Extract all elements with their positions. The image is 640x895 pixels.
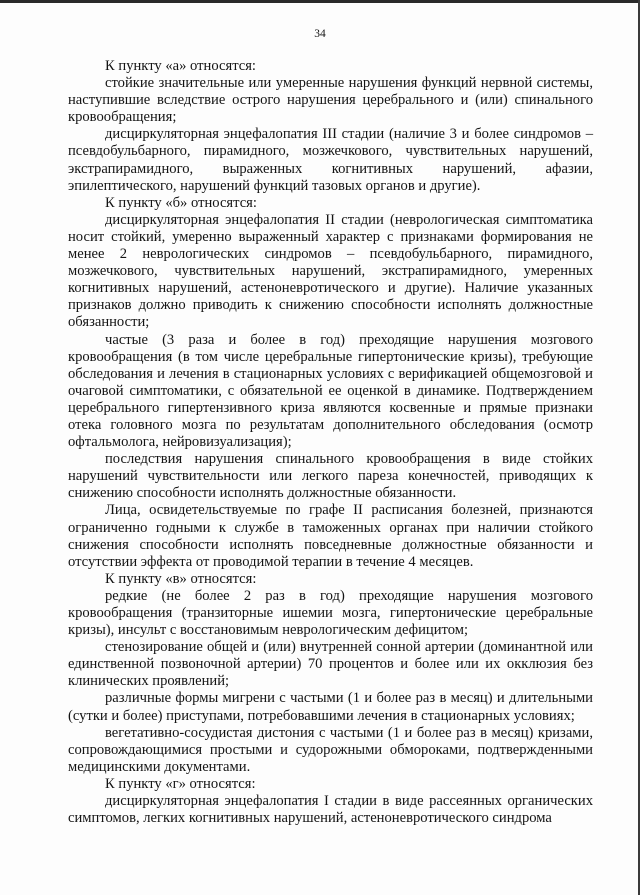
paragraph: частые (3 раза и более в год) преходящие нарушения мозгового кровообращения (в том числе церебральные гипертонические кризы), требующие обследования и лечения в стационарных условиях с верификацией общемозговой и очаговой симптоматики, с обязательной ее оценкой в динамике. Подтверждением церебрального гипертензивного криза являются косвенные и прямые признаки отека головного мозга по результатам дополнительного обследования (осмотр офтальмолога, нейровизуализация); — [68, 331, 593, 451]
page-number: 34 — [314, 28, 326, 40]
paragraph: Лица, освидетельствуемые по графе II расписания болезней, признаются ограниченно годными к службе в таможенных органах при наличии стойкого снижения способности исполнять повседневные должностные обязанности и отсутствии эффекта от проводимой терапии в течение 4 месяцев. — [68, 502, 593, 570]
paragraph: дисциркуляторная энцефалопатия I стадии в виде рассеянных органических симптомов, легких когнитивных нарушений, астеноневротического синдрома — [68, 793, 593, 827]
paragraph-clause-g-heading: К пункту «г» относятся: — [105, 775, 256, 792]
paragraph: различные формы мигрени с частыми (1 и более раз в месяц) и длительными (сутки и более) приступами, потребовавшими лечения в стационарных условиях; — [68, 690, 593, 724]
paragraph: дисциркуляторная энцефалопатия III стадии (наличие 3 и более синдромов – псевдобульбарного, пирамидного, мозжечкового, чувствительных нарушений, экстрапирамидного, выраженных когнитивных нарушений, афазии, эпилептического, нарушений функций тазовых органов и другие). — [68, 126, 593, 194]
paragraph-clause-v-heading: К пункту «в» относятся: — [105, 570, 257, 587]
scan-edge-top — [0, 0, 640, 3]
paragraph: дисциркуляторная энцефалопатия II стадии (неврологическая симптоматика носит стойкий, умеренно выраженный характер с признаками формирования не менее 2 неврологических синдромов – псевдобульбарного, пирамидного, мозжечкового, чувствительных нарушений, экстрапирамидного, умеренных когнитивных нарушений, астеноневротического и другие). Наличие указанных признаков должно приводить к снижению способности исполнять должностные обязанности; — [68, 211, 593, 331]
paragraph: последствия нарушения спинального кровообращения в виде стойких нарушений чувствительности или легкого пареза конечностей, приводящих к снижению способности исполнять должностные обязанности. — [68, 451, 593, 502]
paragraph-clause-b-heading: К пункту «б» относятся: — [105, 194, 257, 211]
paragraph: стенозирование общей и (или) внутренней сонной артерии (доминантной или единственной позвоночной артерии) 70 процентов и более или их окклюзия без клинических проявлений; — [68, 639, 593, 690]
paragraph: редкие (не более 2 раз в год) преходящие нарушения мозгового кровообращения (транзиторные ишемии мозга, гипертонические церебральные кризы), инсульт с восстановимым неврологическим дефицитом; — [68, 587, 593, 639]
document-body — [68, 58, 593, 827]
paragraph: стойкие значительные или умеренные нарушения функций нервной системы, наступившие вследствие острого нарушения церебрального и (или) спинального кровообращения; — [68, 75, 593, 126]
paragraph-clause-a-heading: К пункту «а» относятся: — [105, 58, 256, 74]
paragraph: вегетативно-сосудистая дистония с частыми (1 и более раз в месяц) кризами, сопровождающимися простыми и судорожными обмороками, подтвержденными медицинскими документами. — [68, 724, 593, 775]
